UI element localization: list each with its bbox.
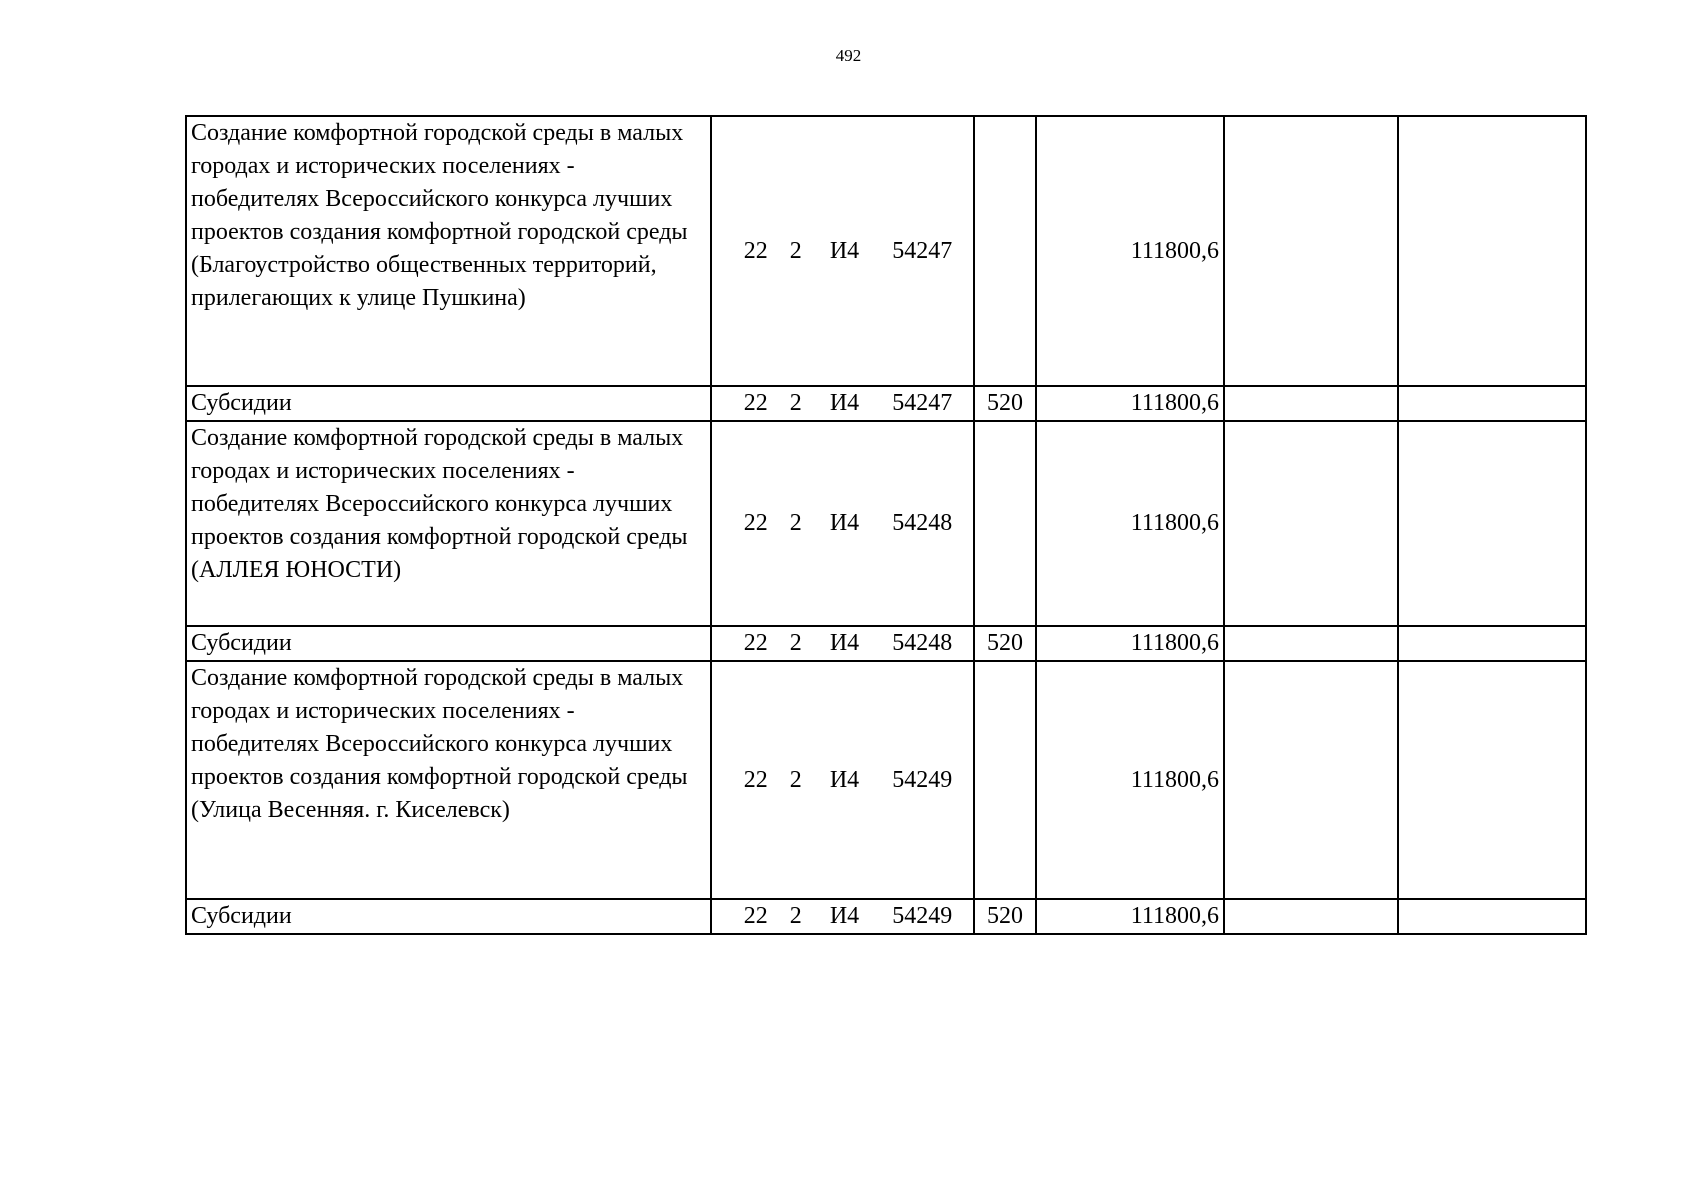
row-program: И4: [829, 390, 860, 416]
row-amount: 111800,6: [1036, 899, 1224, 934]
row-col8: [1398, 421, 1586, 626]
row-col7: [1224, 116, 1398, 386]
row-article: 54249: [892, 903, 953, 929]
row-article: 54249: [892, 766, 953, 793]
row-codes: [711, 899, 974, 934]
row-codes: [711, 421, 974, 626]
row-description: Субсидии: [186, 626, 711, 661]
row-description: Создание комфортной городской среды в малых городах и исторических поселениях - победителях Всероссийского конкурса лучших проектов создания комфортной городской среды (АЛЛЕЯ ЮНОСТИ): [186, 421, 711, 626]
row-article: 54247: [892, 237, 953, 264]
row-article: 54247: [892, 390, 953, 416]
row-kvr: [974, 421, 1036, 626]
row-subprogram: 2: [789, 237, 802, 264]
row-codes: [711, 626, 974, 661]
row-kvr: 520: [974, 626, 1036, 661]
row-description: Создание комфортной городской среды в малых городах и исторических поселениях - победителях Всероссийского конкурса лучших проектов создания комфортной городской среды (Благоустройство общественных территорий, прилегающих к улице Пушкина): [186, 116, 711, 386]
table-row-subsidy: [186, 899, 1586, 934]
row-col8: [1398, 626, 1586, 661]
row-amount: 111800,6: [1036, 116, 1224, 386]
row-section: 22: [743, 390, 768, 416]
row-program: И4: [829, 903, 860, 929]
row-codes: [711, 661, 974, 899]
table-row-subsidy: [186, 386, 1586, 421]
row-subprogram: 2: [789, 766, 802, 793]
page-number: 492: [835, 46, 862, 65]
row-program: И4: [829, 630, 860, 656]
row-col7: [1224, 421, 1398, 626]
row-description: Субсидии: [186, 899, 711, 934]
row-section: 22: [743, 630, 768, 656]
row-subprogram: 2: [789, 630, 802, 656]
row-section: 22: [743, 510, 768, 536]
row-col8: [1398, 661, 1586, 899]
row-subprogram: 2: [789, 390, 802, 416]
row-col8: [1398, 116, 1586, 386]
row-subprogram: 2: [789, 903, 802, 929]
row-col7: [1224, 386, 1398, 421]
row-article: 54248: [892, 510, 953, 536]
table-row-item: [186, 116, 1586, 386]
row-col7: [1224, 899, 1398, 934]
budget-table: [185, 115, 1587, 935]
row-col7: [1224, 661, 1398, 899]
row-col7: [1224, 626, 1398, 661]
row-subprogram: 2: [789, 510, 802, 536]
row-kvr: [974, 661, 1036, 899]
table-row-item: [186, 661, 1586, 899]
row-kvr: [974, 116, 1036, 386]
row-amount: 111800,6: [1036, 421, 1224, 626]
row-section: 22: [743, 237, 768, 264]
row-codes: [711, 386, 974, 421]
row-amount: 111800,6: [1036, 626, 1224, 661]
row-description: Субсидии: [186, 386, 711, 421]
row-article: 54248: [892, 630, 953, 656]
table-row-item: [186, 421, 1586, 626]
row-codes: [711, 116, 974, 386]
table-row-subsidy: [186, 626, 1586, 661]
row-program: И4: [829, 510, 860, 536]
row-program: И4: [829, 237, 860, 264]
row-col8: [1398, 386, 1586, 421]
row-amount: 111800,6: [1036, 386, 1224, 421]
row-kvr: 520: [974, 386, 1036, 421]
row-program: И4: [829, 766, 860, 793]
row-section: 22: [743, 903, 768, 929]
row-section: 22: [743, 766, 768, 793]
row-col8: [1398, 899, 1586, 934]
row-amount: 111800,6: [1036, 661, 1224, 899]
row-kvr: 520: [974, 899, 1036, 934]
table-body: [186, 116, 1586, 934]
row-description: Создание комфортной городской среды в малых городах и исторических поселениях - победителях Всероссийского конкурса лучших проектов создания комфортной городской среды (Улица Весенняя. г. Киселевск): [186, 661, 711, 899]
